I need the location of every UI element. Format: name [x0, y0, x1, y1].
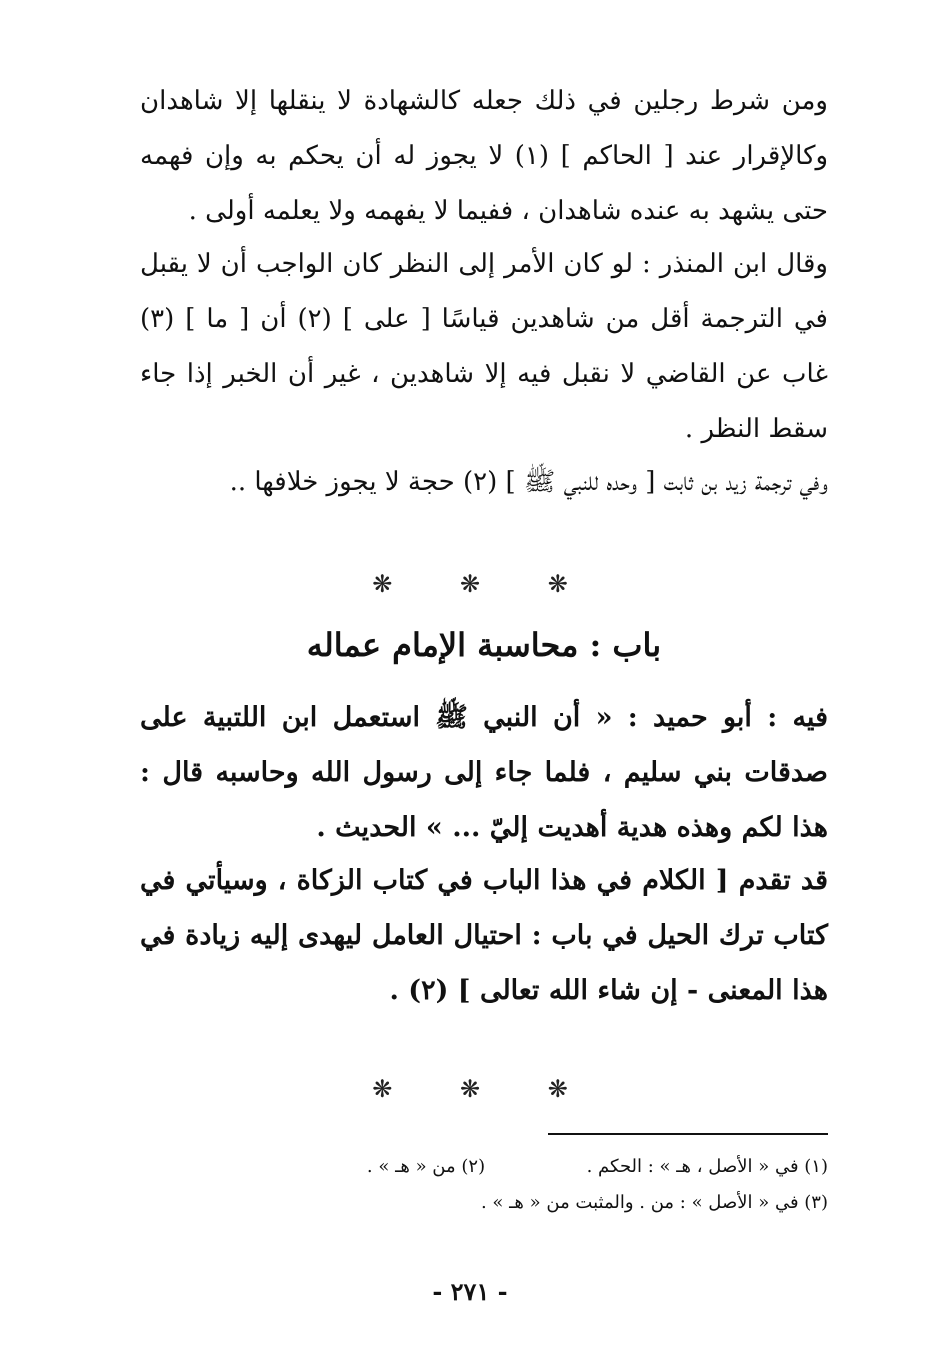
- ornament-star-icon: ❋: [372, 570, 393, 598]
- section-separator-top: [0, 570, 940, 598]
- footnote-3: (٣) في « الأصل » : من . والمثبت من « هـ » .: [480, 1192, 828, 1213]
- ornament-star-icon: ❋: [372, 1075, 393, 1103]
- paragraph-3: وفي ترجمة زيد بن ثابت [ وحده للنبي ﷺ ] (٢) حجة لا يجوز خلافها ..: [229, 467, 828, 497]
- paragraph-1: ومن شرط رجلين في ذلك جعله كالشهادة لا ينقلها إلا شاهدان وكالإقرار عند [ الحاكم ] (١) لا يجوز له أن يحكم به وإن فهمه حتى يشهد به عنده شاهدان ، ففيما لا يفهمه ولا يعلمه أولى .: [140, 86, 829, 226]
- ornament-star-icon: ❋: [547, 570, 568, 598]
- ornament-star-icon: ❋: [459, 570, 481, 598]
- commentary-paragraph: قد تقدم [ الكلام في هذا الباب في كتاب الزكاة ، وسيأتي في كتاب ترك الحيل في باب : احتيال العامل ليهدى إليه زيادة في هذا المعنى - إن شاء الله تعالى ] (٢) .: [140, 865, 828, 1006]
- footnote-row-1: [250, 1152, 828, 1182]
- footnote-1: (١) في « الأصل ، هـ » : الحكم .: [586, 1156, 828, 1177]
- ornament-star-icon: ❋: [459, 1075, 481, 1103]
- paragraph-2: وقال ابن المنذر : لو كان الأمر إلى النظر كان الواجب أن لا يقبل في الترجمة أقل من شاهدين قياسًا [ على ] (٢) أن [ ما ] (٣) غاب عن القاضي لا نقبل فيه إلا شاهدين ، غير أن الخبر إذا جاء سقط النظر .: [140, 249, 828, 444]
- hadith-paragraph: فيه : أبو حميد : « أن النبي ﷺ استعمل ابن اللتبية على صدقات بني سليم ، فلما جاء إلى رسول الله وحاسبه قال : هذا لكم وهذه هدية أهديت إليّ ... » الحديث .: [140, 702, 828, 843]
- chapter-heading: باب : محاسبة الإمام عماله: [306, 626, 662, 664]
- ornament-star-icon: ❋: [547, 1075, 568, 1103]
- footnote-2: (٢) من « هـ » .: [366, 1156, 486, 1177]
- section-separator-bottom: [0, 1075, 940, 1103]
- page-number: - ٢٧١ -: [432, 1277, 508, 1306]
- footnote-divider: [548, 1133, 828, 1135]
- footnote-row-2: [250, 1188, 828, 1218]
